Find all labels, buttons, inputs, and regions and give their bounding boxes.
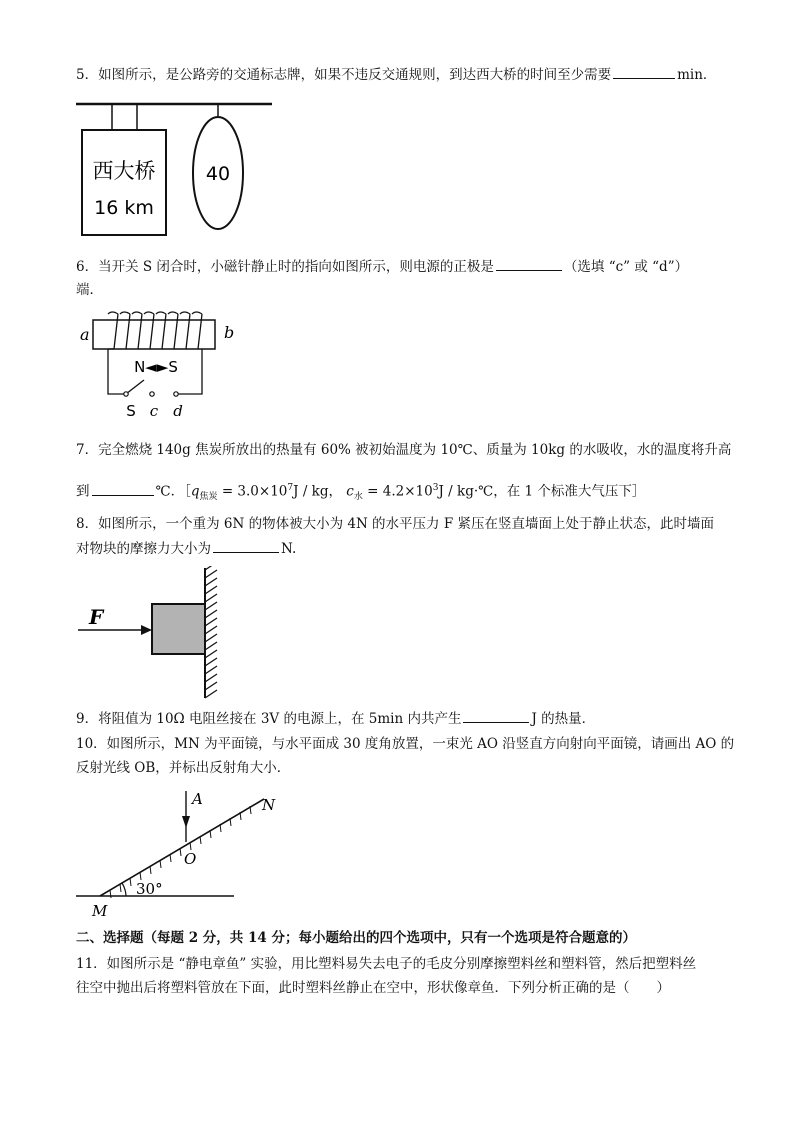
coil-windings (108, 312, 202, 349)
q6-text-line1 (76, 256, 688, 277)
c-unit: J / kg·℃，在 1 个标准大气压下］ (438, 483, 646, 500)
right-wire (176, 349, 202, 394)
sign-place-name: 西大桥 (92, 159, 156, 183)
c-value: = 4.2×10 (362, 483, 433, 500)
q7-answer-blank[interactable] (92, 481, 154, 496)
q10-text-line1 (76, 734, 734, 754)
q7-stem-to: 到 (76, 483, 90, 500)
q6-stem: 6．当开关 S 闭合时，小磁针静止时的指向如图所示，则电源的正极是 (76, 259, 494, 275)
q6-answer-blank[interactable] (496, 256, 562, 271)
q8-answer-blank[interactable] (213, 538, 279, 553)
force-label: F (89, 605, 104, 629)
speed-limit-value: 40 (205, 163, 231, 185)
q7-text-line2 (76, 478, 645, 507)
label-M: M (92, 902, 108, 920)
mirror-hatching (110, 806, 251, 898)
q7-unit: ℃．［ (155, 483, 191, 500)
q5-text (76, 64, 716, 85)
q-exponent: 7 (287, 483, 294, 493)
q8-stem: 8．如图所示，一个重为 6N 的物体被大小为 4N 的水平压力 F 紧压在竖直墙面上处于静止状态，此时墙面 (76, 516, 715, 532)
angle-arc (122, 883, 126, 896)
wall-hatching (205, 566, 217, 698)
label-A: A (192, 790, 203, 808)
q5-traffic-sign-figure (74, 98, 274, 243)
mirror-MN (100, 799, 264, 896)
q-subscript: 焦炭 (199, 492, 218, 503)
compass-needle: N◄►S (134, 358, 178, 376)
c-symbol: c (346, 483, 354, 500)
q5-unit: min． (677, 67, 717, 83)
q10-text-line2 (76, 758, 290, 778)
q8-wall-block-figure (74, 566, 234, 700)
label-N: N (262, 796, 276, 814)
q-value: = 3.0×10 (217, 483, 288, 500)
q11-text-line1 (76, 954, 696, 974)
section-2-heading (76, 928, 636, 948)
switch-blade (126, 380, 144, 394)
q6-stem-end: 端． (76, 282, 103, 298)
q8-unit: N. (281, 541, 297, 557)
label-d: d (173, 402, 183, 420)
label-c: c (149, 402, 159, 420)
label-b: b (224, 323, 235, 342)
q5-stem: 5．如图所示，是公路旁的交通标志牌，如果不违反交通规则，到达西大桥的时间至少需要 (76, 67, 612, 83)
q7-text-line1 (76, 440, 731, 460)
q11-stem-end: 往空中抛出后将塑料管放在下面，此时塑料丝静止在空中，形状像章鱼．下列分析正确的是（ ） (76, 980, 670, 996)
left-wire (108, 349, 126, 394)
q8-text-line1 (76, 514, 714, 534)
block (152, 604, 205, 654)
q9-unit: J 的热量． (531, 711, 596, 727)
q8-stem-friction: 对物块的摩擦力大小为 (76, 541, 211, 557)
q-symbol: q (190, 483, 200, 500)
q11-text-line2 (76, 978, 670, 998)
c-exponent: 3 (432, 483, 439, 493)
q11-stem: 11．如图所示是 “静电章鱼” 实验，用比塑料易失去电子的毛皮分别摩擦塑料丝和塑料管，然后把塑料丝 (76, 956, 697, 972)
q6-solenoid-figure (74, 308, 244, 420)
q10-stem-end: 反射光线 OB，并标出反射角大小． (76, 760, 291, 776)
q-unit: J / kg， (293, 483, 342, 500)
label-S: S (126, 402, 136, 420)
angle-label: 30° (136, 880, 163, 898)
label-a: a (80, 325, 90, 344)
q9-answer-blank[interactable] (463, 708, 529, 723)
q8-text-line2 (76, 538, 296, 559)
c-subscript: 水 (353, 492, 363, 503)
q5-answer-blank[interactable] (613, 64, 675, 79)
q9-text (76, 708, 595, 729)
sign-distance: 16 km (94, 197, 154, 219)
q6-hint: （选填 “c” 或 “d”） (563, 259, 689, 275)
section-2-title: 二、选择题（每题 2 分，共 14 分；每小题给出的四个选项中，只有一个选项是符合题意的） (76, 930, 636, 946)
q10-mirror-figure (74, 786, 294, 920)
label-O: O (184, 850, 197, 868)
q9-stem: 9．将阻值为 10Ω 电阻丝接在 3V 的电源上，在 5min 内共产生 (76, 711, 462, 727)
q6-text-line2 (76, 280, 103, 300)
q7-stem: 7．完全燃烧 140g 焦炭所放出的热量有 60% 被初始温度为 10℃、质量为 10kg 的水吸收，水的温度将升高 (76, 442, 732, 458)
q10-stem: 10．如图所示，MN 为平面镜，与水平面成 30 度角放置，一束光 AO 沿竖直方向射向平面镜，请画出 AO 的 (76, 736, 735, 752)
solenoid-core (93, 320, 215, 349)
